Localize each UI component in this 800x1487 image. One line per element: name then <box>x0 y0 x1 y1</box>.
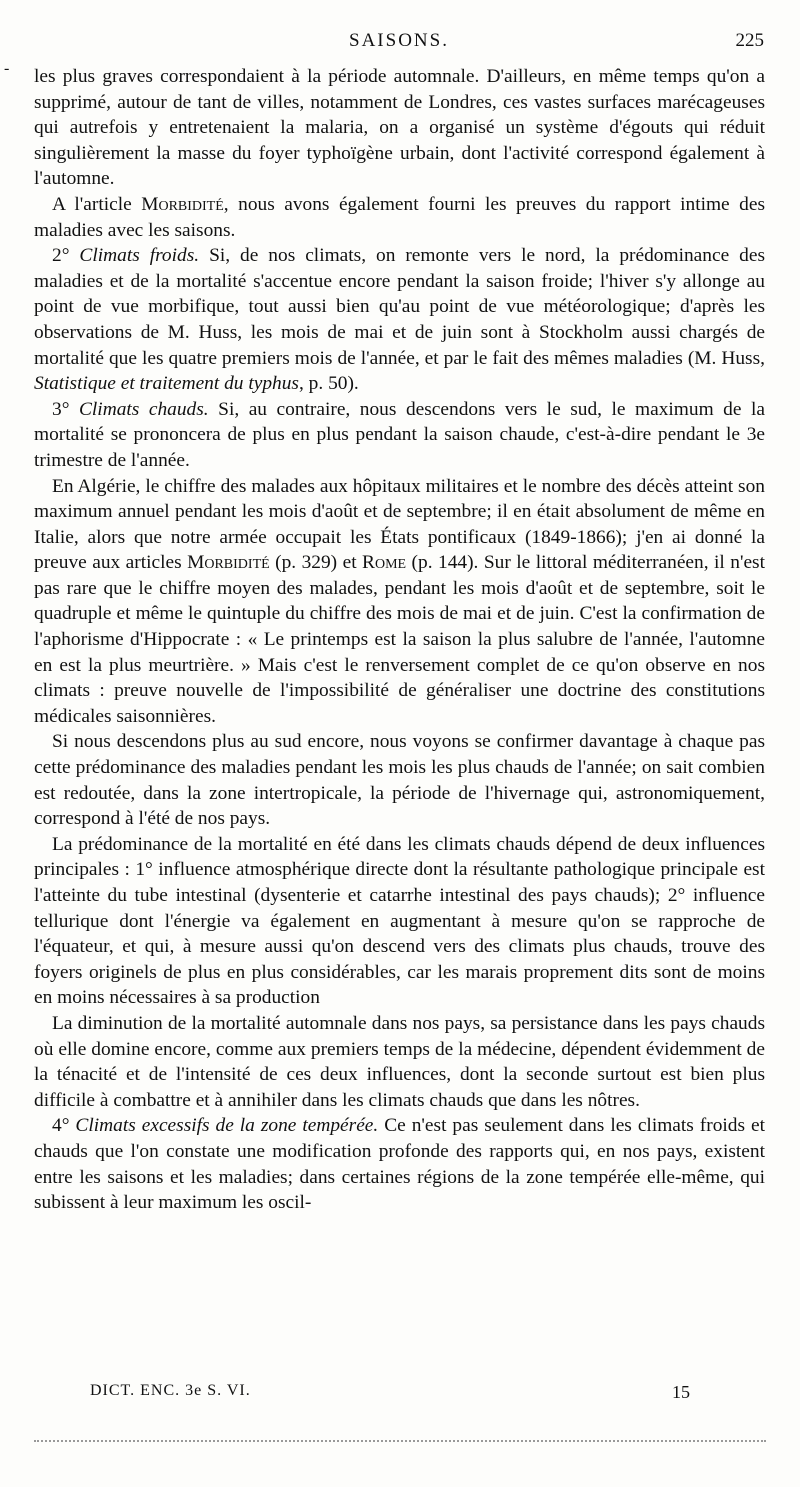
paragraph-5: En Algérie, le chiffre des malades aux hôpitaux militaires et le nombre des décès atteint son maximum annuel pendant les mois d'août et de septembre; il en était absolument de même en Italie, alors que notre armée occupait les États pontificaux (1849-1866); j'en ai donné la preuve aux articles Morbidité (p. 329) et Rome (p. 144). Sur le littoral méditerranéen, il n'est pas rare que le chiffre moyen des malades, pendant les mois d'août et de septembre, soit le quadruple et même le quintuple du chiffre des mois de mai et de juin. C'est la confirmation de l'aphorisme d'Hippocrate : « Le printemps est la saison la plus salubre de l'année, l'automne en est la plus meurtrière. » Mais c'est le renversement complet de ce qu'on observe en nos climats : preuve nouvelle de l'impossibilité de généraliser une doctrine des constitutions médicales saisonnières. <box>34 475 765 727</box>
bottom-divider <box>34 1440 766 1442</box>
paragraph-4: 3° Climats chauds. Si, au contraire, nous descendons vers le sud, le maximum de la mortalité se prononcera de plus en plus pendant la saison chaude, c'est-à-dire pendant le 3e trimestre de l'année. <box>34 398 765 471</box>
section-heading: Climats excessifs de la zone tempérée. <box>75 1115 379 1137</box>
body-text <box>34 64 765 1216</box>
paragraph-6: Si nous descendons plus au sud encore, nous voyons se confirmer davantage à chaque pas cette prédominance des maladies pendant les mois les plus chauds de l'année; on sait combien est redoutée, dans la zone intertropicale, la période de l'hivernage qui, astronomiquement, correspond à l'été de nos pays. <box>34 731 765 830</box>
article-reference: Morbidité <box>187 552 270 574</box>
footer-signature: DICT. ENC. 3e S. VI. <box>90 1382 251 1399</box>
section-heading: Climats chauds. <box>78 398 209 420</box>
section-heading: Climats froids. <box>79 245 200 267</box>
article-reference: Morbidité <box>141 193 224 215</box>
footer-sheet-number: 15 <box>672 1382 690 1402</box>
paragraph-2: A l'article Morbidité, nous avons également fourni les preuves du rapport intime des maladies avec les saisons. <box>34 193 765 241</box>
page-header <box>34 30 764 56</box>
paragraph-7: La prédominance de la mortalité en été dans les climats chauds dépend de deux influences principales : 1° influence atmosphérique directe dont la résultante pathologique principale est l'atteinte du tube intestinal (dysenterie et catarrhe intestinal des pays chauds); 2° influence tellurique dont l'énergie va également en augmentant à mesure qu'on se rapproche de l'équateur, et qui, à mesure aussi qu'on descend vers des climats plus chauds, trouve des foyers originels de plus en plus considérables, car les marais proprement dits sont de moins en moins nécessaires à sa production <box>34 833 765 1009</box>
page-footer <box>90 1382 730 1408</box>
paragraph-3: 2° Climats froids. Si, de nos climats, on remonte vers le nord, la prédominance des maladies et de la mortalité s'accentue encore pendant la saison froide; l'hiver s'y allonge au point de vue morbifique, tout aussi bien qu'au point de vue météorologique; d'après les observations de M. Huss, les mois de mai et de juin sont à Stockholm aussi chargés de mortalité que les quatre premiers mois de l'année, et par le fait des mêmes maladies (M. Huss, Statistique et traitement du typhus, p. 50). <box>34 245 765 395</box>
paragraph-9: 4° Climats excessifs de la zone tempérée. Ce n'est pas seulement dans les climats froids et chauds que l'on constate une modification profonde des rapports qui, en nos pays, existent entre les saisons et les maladies; dans certaines régions de la zone tempérée elle-même, qui subissent à leur maximum les oscil- <box>34 1115 765 1214</box>
page-number: 225 <box>735 30 764 51</box>
running-head: SAISONS. <box>349 30 449 51</box>
paragraph-1: les plus graves correspondaient à la période automnale. D'ailleurs, en même temps qu'on a supprimé, autour de tant de villes, notamment de Londres, ces vastes surfaces marécageuses qui autrefois y entretenaient la malaria, on a organisé un système d'égouts qui réduit singulièrement la masse du foyer typhoïgène urbain, dont l'activité correspond également à l'automne. <box>34 66 765 190</box>
paragraph-8: La diminution de la mortalité automnale dans nos pays, sa persistance dans les pays chauds où elle domine encore, comme aux premiers temps de la médecine, dépendent évidemment de la ténacité et de l'intensité de ces deux influences, dont la seconde surtout est bien plus difficile à combattre et à annihiler dans les climats chauds que dans les nôtres. <box>34 1012 765 1111</box>
article-reference: Rome <box>362 552 407 574</box>
citation-title: Statistique et traitement du typhus <box>34 373 299 395</box>
margin-mark: - <box>4 60 10 77</box>
